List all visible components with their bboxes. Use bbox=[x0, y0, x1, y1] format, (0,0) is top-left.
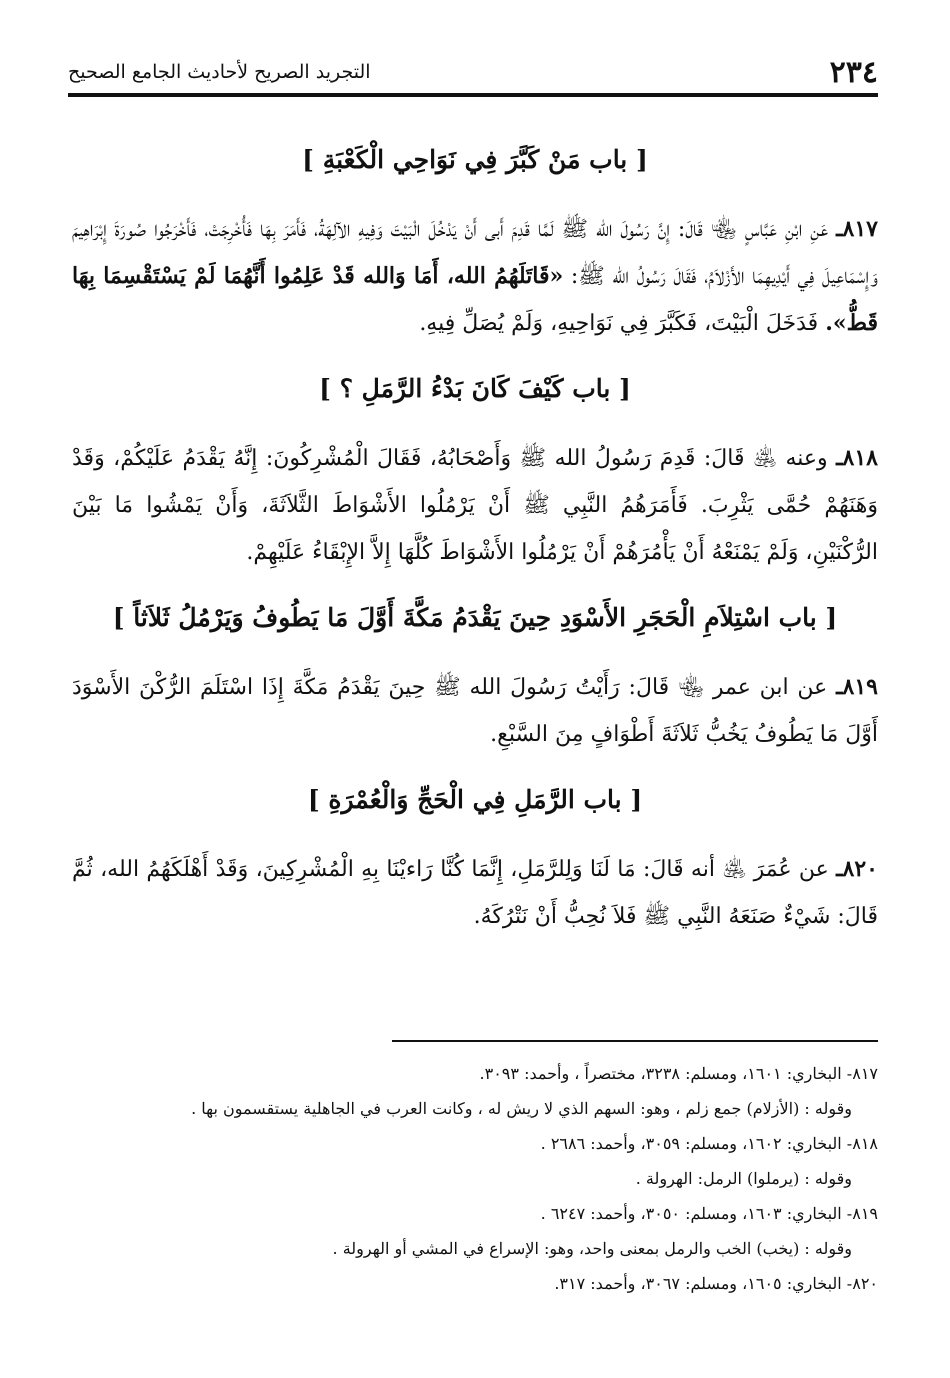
page-header bbox=[68, 50, 878, 94]
hadith-text: عن عُمَرَ ﵁ أنه قَالَ: مَا لَنَا وَلِلرَّمَلِ، إِنَّمَا كُنَّا رَاءيْنَا بِهِ الْمُشْرِكِينَ، وَقَدْ أَهْلَكَهُمُ الله، ثُمَّ قَالَ: شَيْءٌ صَنَعَهُ النَّبِي ﷺ فَلاَ نُحِبُّ أَنْ نَتْرُكَهُ. bbox=[72, 857, 878, 929]
footnote-source: ٨١٩- البخاري: ١٦٠٣، ومسلم: ٣٠٥٠، وأحمد: ٦٢٤٧ . bbox=[540, 1204, 878, 1223]
footnote-rule bbox=[392, 1040, 878, 1042]
footnote-explanation: وقوله : (الأزلام) جمع زلم ، وهو: السهم الذي لا ريش له ، وكانت العرب في الجاهلية يستقسمون بها . bbox=[191, 1099, 852, 1118]
hadith-817 bbox=[72, 206, 878, 347]
running-title: التجريد الصريح لأحاديث الجامع الصحيح bbox=[68, 61, 371, 83]
chapter-title: [ باب اسْتِلاَمِ الْحَجَرِ الأَسْوَدِ حِينَ يَقْدَمُ مَكَّةَ أَوَّلَ مَا يَطُوفُ وَيَرْمُلُ ثَلاَثاً ] bbox=[112, 603, 838, 632]
hadith-quote: «قَاتَلَهُمُ الله، أَمَا وَالله قَدْ عَلِمُوا أَنَّهُمَا لَمْ يَسْتَقْسِمَا بِهَا قَطُّ». bbox=[72, 263, 878, 336]
footnote-source: ٨١٨- البخاري: ١٦٠٢، ومسلم: ٣٠٥٩، وأحمد: ٢٦٨٦ . bbox=[540, 1134, 878, 1153]
footnote-source: ٨١٧- البخاري: ١٦٠١، ومسلم: ٣٢٣٨، مختصراً ، وأحمد: ٣٠٩٣. bbox=[479, 1064, 878, 1083]
hadith-number: ٨٢٠ـ bbox=[836, 856, 878, 882]
hadith-text: فَدَخَلَ الْبَيْتَ، فَكَبَّرَ فِي نَوَاحِيهِ، وَلَمْ يُصَلِّ فِيهِ. bbox=[419, 311, 826, 336]
hadith-text: وعنه ﵁ قَالَ: قَدِمَ رَسُولُ الله ﷺ وَأَصْحَابُهُ، فَقَالَ الْمُشْرِكُونَ: إِنَّهُ يَقْدَمُ عَلَيْكُمْ، وَقَدْ وَهَنَهُمْ حُمَّى يَثْرِبَ. فَأَمَرَهُمُ النَّبِي ﷺ أَنْ يَرْمُلُوا الأَشْوَاطَ الثَّلاَثَةَ، وَأَنْ يَمْشُوا مَا بَيْنَ الرُّكْنَيْنِ، وَلَمْ يَمْنَعْهُ أَنْ يَأْمُرَهُمْ أَنْ يَرْمُلُوا الأَشْوَاطَ كُلَّهَا إِلاَّ الإِبْقَاءُ عَلَيْهِمْ. bbox=[72, 446, 878, 565]
page-number: ٢٣٤ bbox=[829, 54, 878, 90]
hadith-number: ٨١٧ـ bbox=[836, 216, 878, 242]
hadith-819 bbox=[72, 664, 878, 758]
header-rule bbox=[68, 93, 878, 97]
hadith-number: ٨١٩ـ bbox=[836, 674, 878, 700]
main-content bbox=[72, 140, 878, 962]
hadith-text: عن ابن عمر ﵄ قَالَ: رَأَيْتُ رَسُولَ الله ﷺ حِينَ يَقْدَمُ مَكَّةَ إِذَا اسْتَلَمَ الرُّكْنَ الأَسْوَدَ أَوَّلَ مَا يَطُوفُ يَخُبُّ ثَلاَثَةَ أَطْوَافٍ مِنَ السَّبْعِ. bbox=[72, 675, 878, 747]
hadith-820 bbox=[72, 846, 878, 940]
footnote-explanation: وقوله : (يرملوا) الرمل: الهرولة . bbox=[635, 1169, 852, 1188]
footnotes bbox=[72, 1056, 878, 1301]
hadith-number: ٨١٨ـ bbox=[836, 445, 878, 471]
hadith-text: عَنِ ابْنِ عَبَّاسٍ ﵄ قَالَ: إِنَّ رَسُولَ الله ﷺ لَمَّا قَدِمَ أَبى أَنْ يَدْخُلَ الْبَيْتَ وَفِيهِ الآلِهَةُ، فَأَمَرَ بِهَا فَأُخْرِجَتْ، فَأَخْرَجُوا صُورَةَ إِبْرَاهِيمَ وَإِسْمَاعِيلَ فِي أَيْدِيهِمَا الأَزْلاَمُ، فَقَالَ رَسُولُ الله ﷺ: bbox=[72, 217, 879, 289]
chapter-title: [ باب كَيْفَ كَانَ بَدْءُ الرَّمَلِ ؟ ] bbox=[319, 374, 631, 403]
chapter-title: [ باب الرَّمَلِ فِي الْحَجِّ وَالْعُمْرَةِ ] bbox=[307, 785, 643, 814]
chapter-title: [ باب مَنْ كَبَّرَ فِي نَوَاحِي الْكَعْبَةِ ] bbox=[302, 145, 648, 174]
hadith-818 bbox=[72, 435, 878, 576]
footnote-explanation: وقوله : (يخب) الخب والرمل بمعنى واحد، وهو: الإسراع في المشي أو الهرولة . bbox=[332, 1239, 852, 1258]
footnote-source: ٨٢٠- البخاري: ١٦٠٥، ومسلم: ٣٠٦٧، وأحمد: ٣١٧. bbox=[554, 1274, 878, 1293]
